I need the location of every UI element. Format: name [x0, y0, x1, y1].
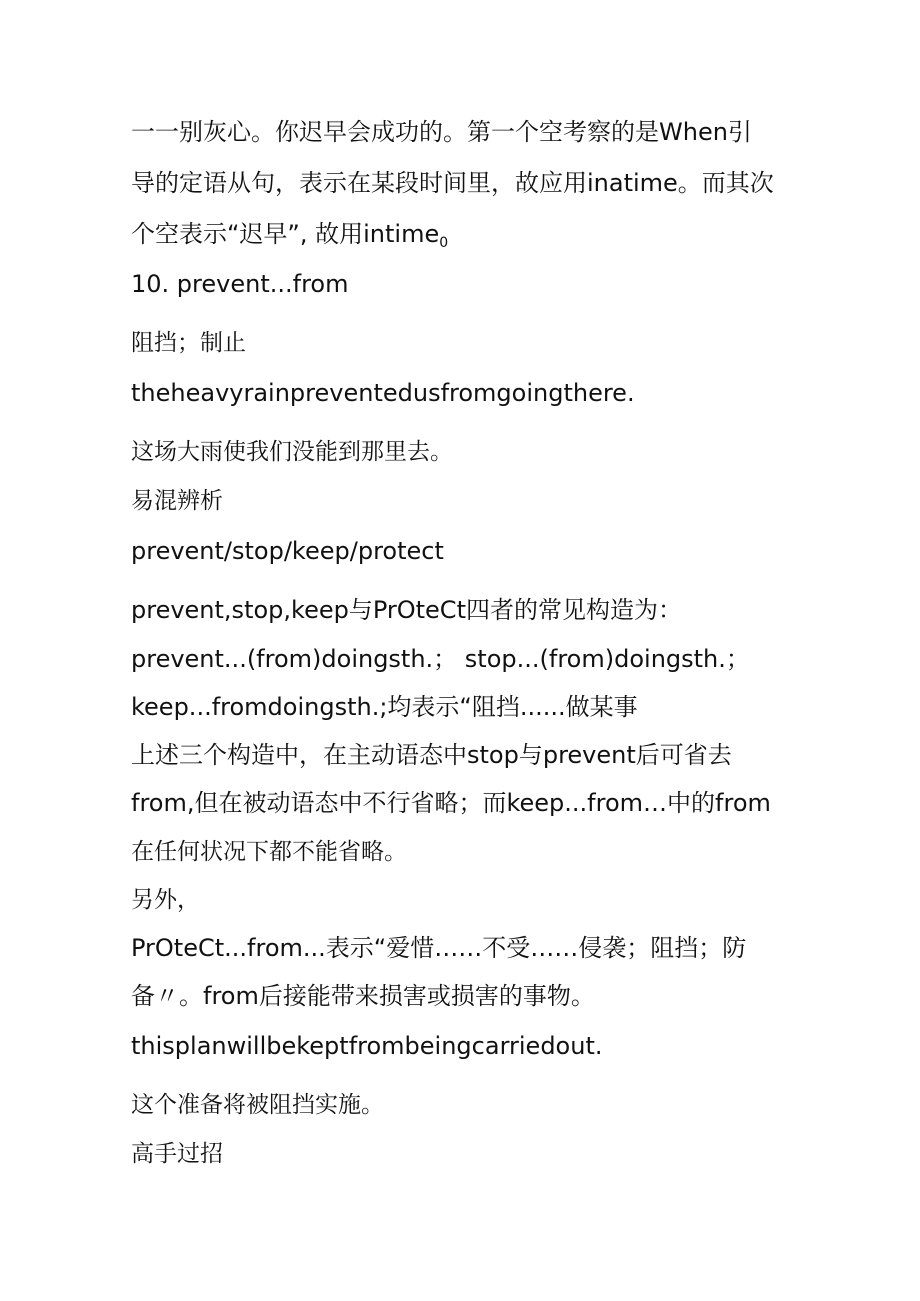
example-english-2: thisplanwillbekeptfrombeingcarriedout. — [131, 1032, 603, 1060]
text-line-note-1: 上述三个构造中，在主动语态中stop与prevent后可省去 — [131, 741, 732, 769]
text-line-protect-2: 备〃。from后接能带来损害或损害的事物。 — [131, 982, 595, 1010]
definition-line: 阻挡；制止 — [131, 330, 246, 356]
example-english-1: theheavyrainpreventedusfromgoingthere. — [131, 379, 635, 407]
example-chinese-2: 这个准备将被阻挡实施。 — [131, 1092, 384, 1118]
text-line-protect: PrOteCt...from...表示“爱惜……不受……侵袭；阻挡；防 — [131, 934, 747, 962]
text-line-3-main: 个空表示“迟早”, 故用intime — [131, 220, 440, 248]
text-line-note-3: 在任何状况下都不能省略。 — [131, 839, 407, 865]
text-line-2: 导的定语从句，表示在某段时间里，故应用inatime。而其次 — [131, 169, 774, 197]
text-line-structure-2: keep...fromdoingsth.;均表示“阻挡......做某事 — [131, 693, 638, 721]
text-line-3-subscript: 0 — [439, 235, 449, 251]
example-chinese-1: 这场大雨使我们没能到那里去。 — [131, 439, 453, 465]
text-line-3 — [131, 219, 448, 258]
text-line-note-2: from,但在被动语态中不行省略；而keep...from…中的from — [131, 789, 771, 817]
text-line-structure-intro: prevent,stop,keep与PrOteCt四者的常见构造为： — [131, 596, 682, 624]
text-line-additional: 另外， — [131, 887, 200, 913]
section-heading-prevent-from: 10. prevent...from — [131, 270, 349, 298]
section-heading-practice: 高手过招 — [131, 1141, 223, 1167]
text-line-structure-1: prevent...(from)doingsth.； stop...(from)doingsth.； — [131, 645, 750, 673]
text-line-1: 一一别灰心。你迟早会成功的。第一个空考察的是When引 — [131, 118, 752, 146]
subheading-confusion: 易混辨析 — [131, 488, 223, 514]
word-list: prevent/stop/keep/protect — [131, 537, 444, 565]
